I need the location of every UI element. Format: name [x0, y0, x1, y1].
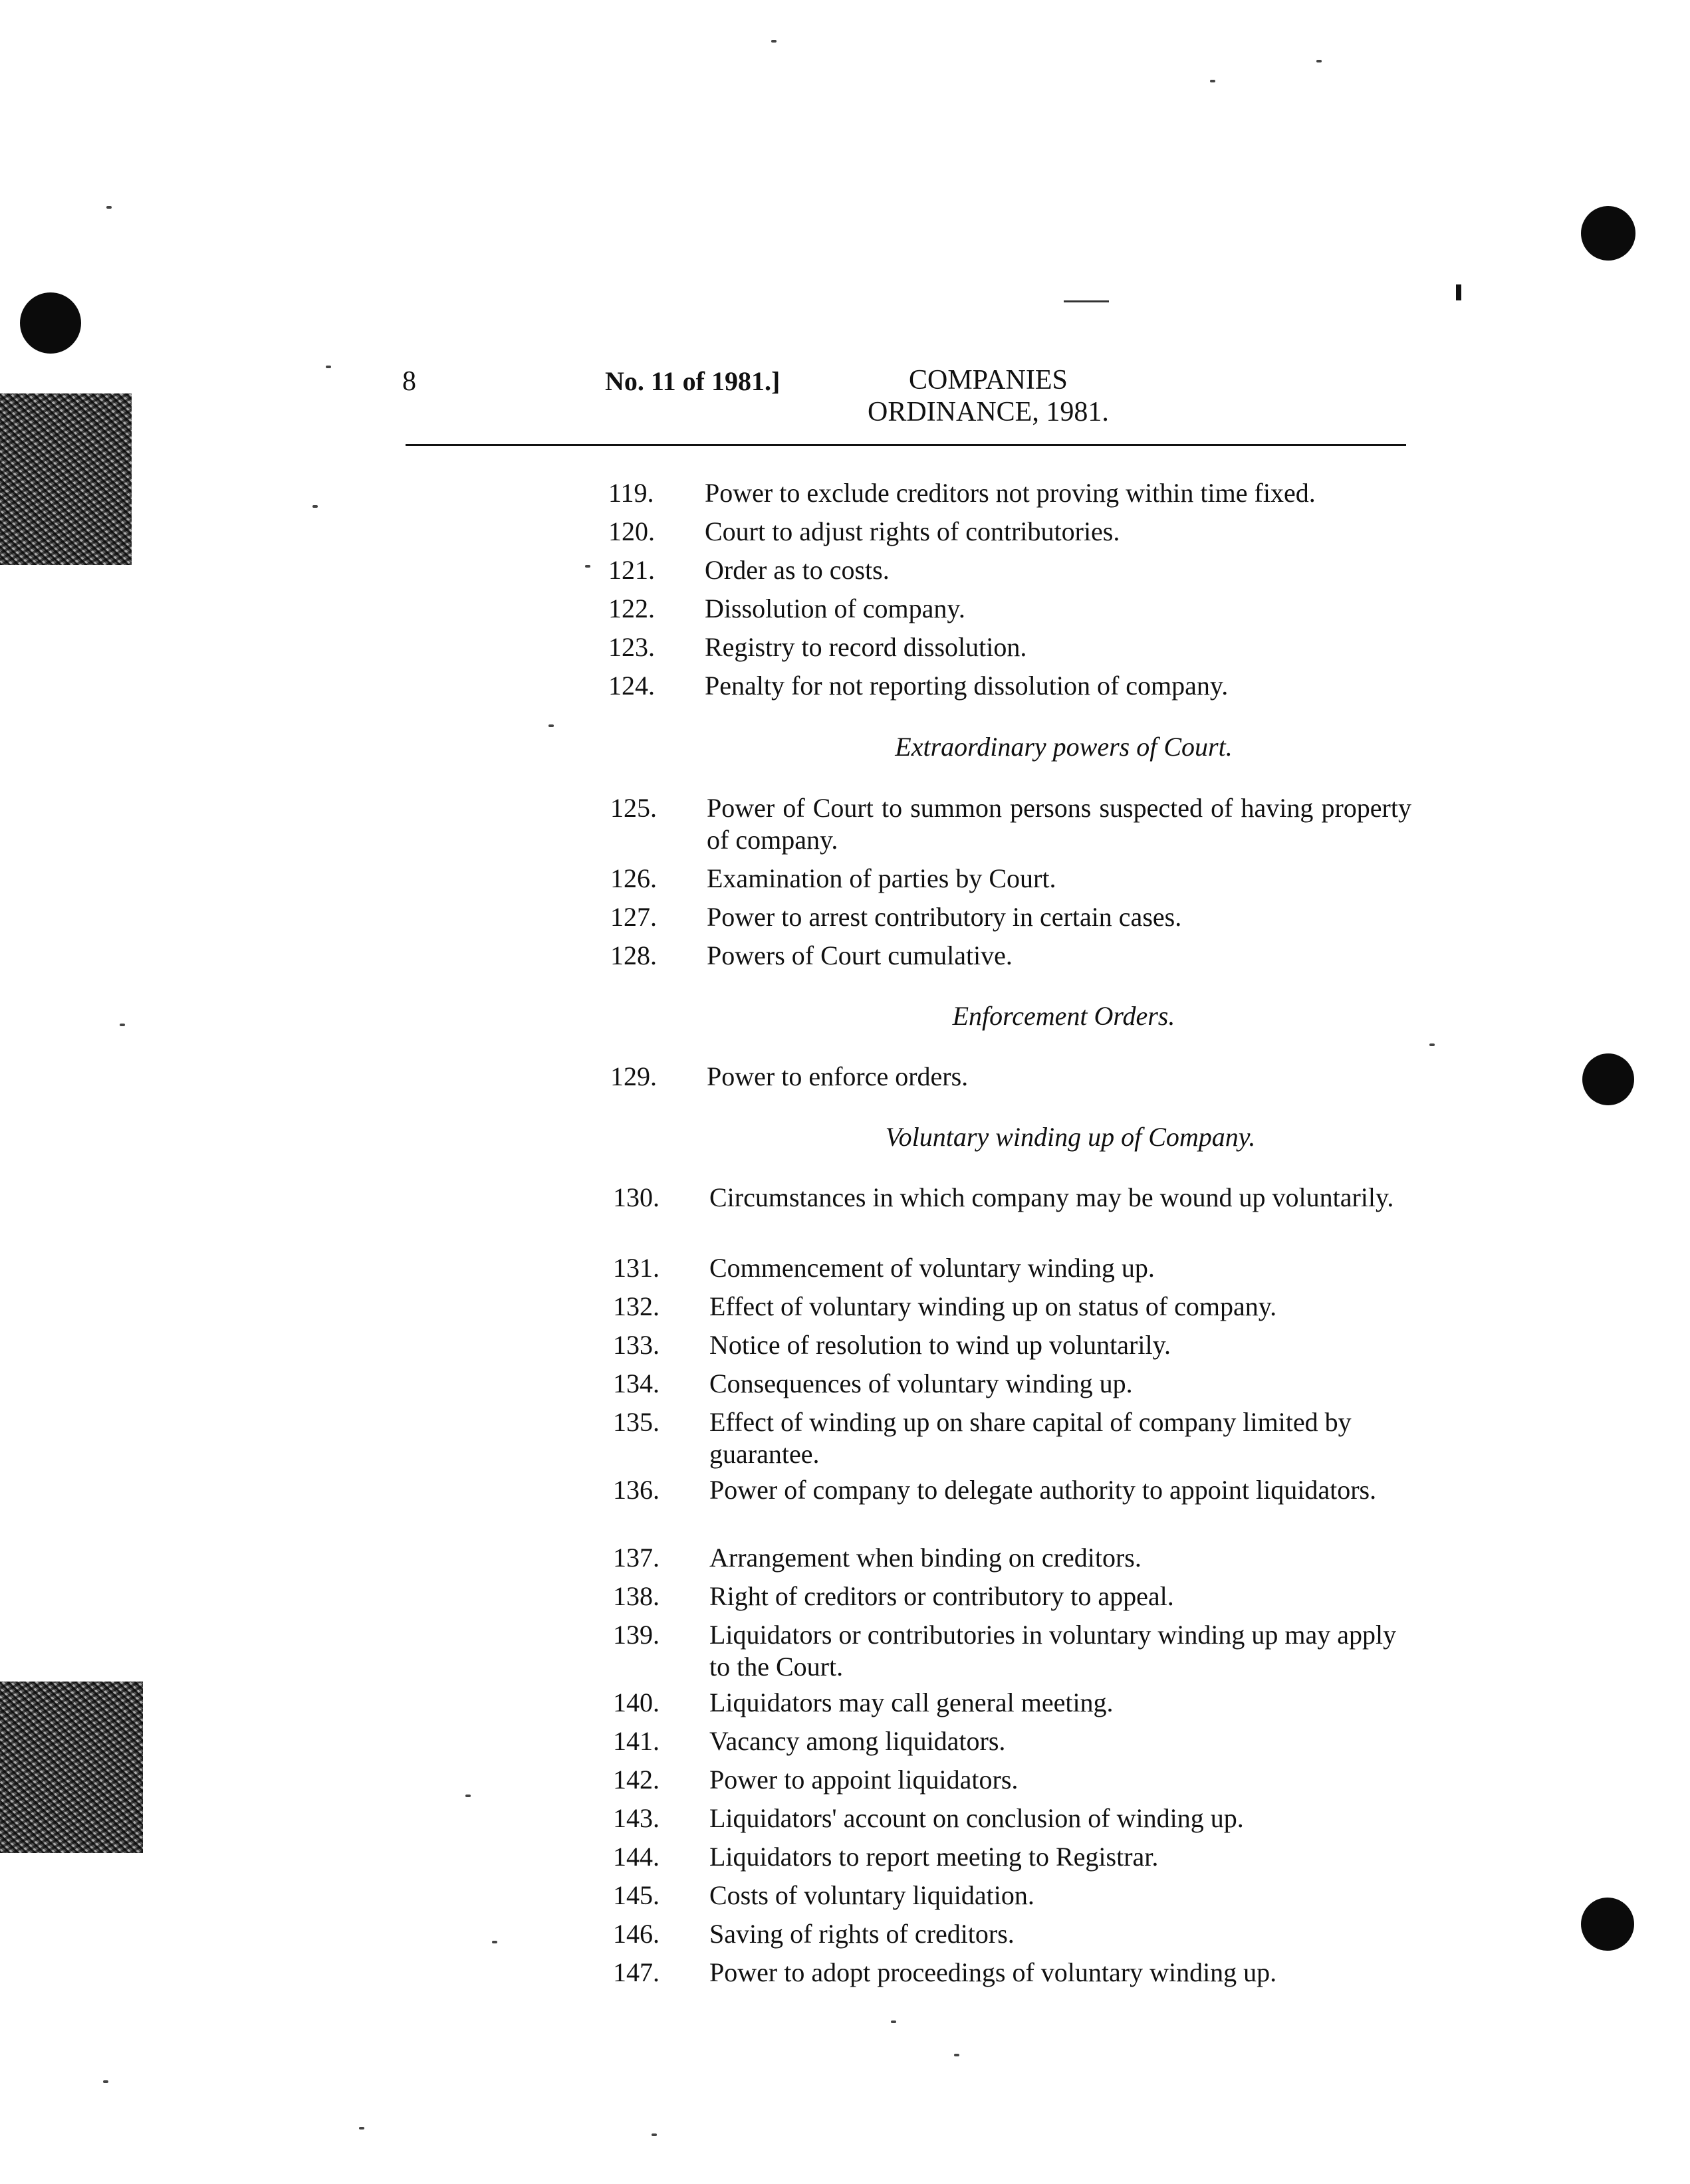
ordinance-title: [868, 364, 1109, 428]
section-title: Dissolution of company.: [705, 594, 965, 623]
section-title: Commencement of voluntary winding up.: [709, 1253, 1155, 1283]
section-heading-voluntary: Voluntary winding up of Company.: [885, 1122, 1256, 1152]
speck: [652, 2133, 657, 2136]
section-number: 126.: [610, 863, 657, 893]
section-number: 141.: [613, 1726, 660, 1756]
section-title: Right of creditors or contributory to appeal.: [709, 1581, 1174, 1611]
law-reference: No. 11 of 1981.]: [605, 366, 781, 396]
section-title: Examination of parties by Court.: [707, 863, 1056, 893]
section-number: 140.: [613, 1688, 660, 1717]
punch-hole-top-left: [20, 292, 81, 354]
section-title: Power to arrest contributory in certain cases.: [707, 902, 1182, 932]
section-number: 123.: [608, 632, 655, 662]
punch-hole-top-right: [1581, 206, 1635, 261]
section-title: Effect of voluntary winding up on status of company.: [709, 1291, 1277, 1321]
speck: [103, 2080, 108, 2083]
section-title: Notice of resolution to wind up voluntarily.: [709, 1330, 1171, 1360]
speck: [954, 2054, 959, 2056]
section-number: 127.: [610, 902, 657, 932]
section-title: Liquidators to report meeting to Registrar.: [709, 1842, 1159, 1872]
section-number: 120.: [608, 516, 655, 546]
speck: [891, 2020, 896, 2023]
section-number: 132.: [613, 1291, 660, 1321]
section-number: 134.: [613, 1368, 660, 1398]
speck: [1210, 80, 1215, 82]
section-title: Power to enforce orders.: [707, 1061, 969, 1091]
speck: [548, 724, 554, 727]
section-title: Power to exclude creditors not proving within time fixed.: [705, 478, 1316, 508]
ordinance-title-line2: ORDINANCE, 1981.: [868, 397, 1109, 427]
section-number: 133.: [613, 1330, 660, 1360]
section-title: Power of company to delegate authority to appoint liquidators.: [709, 1475, 1377, 1505]
page-number: 8: [402, 366, 416, 397]
section-number: 122.: [608, 594, 655, 623]
section-title: Power of Court to summon persons suspected of having property of company.: [707, 793, 1411, 855]
section-title: Vacancy among liquidators.: [709, 1726, 1006, 1756]
section-title: Power to appoint liquidators.: [709, 1765, 1019, 1795]
section-number: 146.: [613, 1919, 660, 1949]
section-title: Registry to record dissolution.: [705, 632, 1027, 662]
header-rule: [406, 444, 1406, 446]
section-number: 131.: [613, 1253, 660, 1283]
speck: [585, 565, 590, 568]
section-title: Saving of rights of creditors.: [709, 1919, 1015, 1949]
speck: [1316, 60, 1322, 62]
section-title: Power to adopt proceedings of voluntary winding up.: [709, 1957, 1277, 1987]
speck: [492, 1941, 497, 1943]
punch-hole-middle-right: [1582, 1053, 1634, 1105]
scan-mark-tick: [1456, 284, 1461, 300]
section-title: Circumstances in which company may be wound up voluntarily.: [709, 1182, 1394, 1212]
section-number: 129.: [610, 1061, 657, 1091]
scan-noise-block-top: [0, 393, 132, 565]
section-number: 124.: [608, 671, 655, 701]
scan-mark-dash: [1064, 300, 1109, 302]
punch-hole-bottom-right: [1581, 1898, 1634, 1951]
section-number: 125.: [610, 793, 657, 823]
section-number: 139.: [613, 1620, 660, 1650]
section-number: 130.: [613, 1182, 660, 1212]
scan-noise-block-bottom: [0, 1682, 143, 1853]
section-number: 137.: [613, 1543, 660, 1573]
speck: [1429, 1043, 1435, 1046]
section-title: Court to adjust rights of contributories.: [705, 516, 1120, 546]
section-title: Liquidators may call general meeting.: [709, 1688, 1114, 1717]
speck: [106, 206, 112, 209]
section-title: Liquidators' account on conclusion of winding up.: [709, 1803, 1244, 1833]
section-title: Costs of voluntary liquidation.: [709, 1880, 1034, 1910]
speck: [465, 1795, 471, 1797]
section-number: 142.: [613, 1765, 660, 1795]
section-number: 138.: [613, 1581, 660, 1611]
speck: [359, 2127, 364, 2129]
section-title: Effect of winding up on share capital of company limited by guarantee.: [709, 1407, 1352, 1469]
section-title: Liquidators or contributories in voluntary winding up may apply to the Court.: [709, 1620, 1397, 1682]
section-number: 147.: [613, 1957, 660, 1987]
section-heading-enforcement: Enforcement Orders.: [952, 1001, 1175, 1031]
speck: [326, 366, 331, 368]
section-number: 121.: [608, 555, 655, 585]
section-title: Consequences of voluntary winding up.: [709, 1368, 1133, 1398]
section-title: Arrangement when binding on creditors.: [709, 1543, 1142, 1573]
ordinance-title-line1: COMPANIES: [908, 365, 1068, 395]
section-number: 144.: [613, 1842, 660, 1872]
section-number: 128.: [610, 940, 657, 970]
section-title: Order as to costs.: [705, 555, 890, 585]
speck: [120, 1024, 125, 1026]
section-number: 135.: [613, 1407, 660, 1437]
section-number: 145.: [613, 1880, 660, 1910]
section-number: 119.: [608, 478, 654, 508]
speck: [771, 40, 777, 43]
speck: [312, 505, 318, 508]
section-number: 143.: [613, 1803, 660, 1833]
section-number: 136.: [613, 1475, 660, 1505]
section-title: Powers of Court cumulative.: [707, 940, 1013, 970]
section-title: Penalty for not reporting dissolution of company.: [705, 671, 1229, 701]
section-heading-extraordinary: Extraordinary powers of Court.: [895, 732, 1233, 762]
